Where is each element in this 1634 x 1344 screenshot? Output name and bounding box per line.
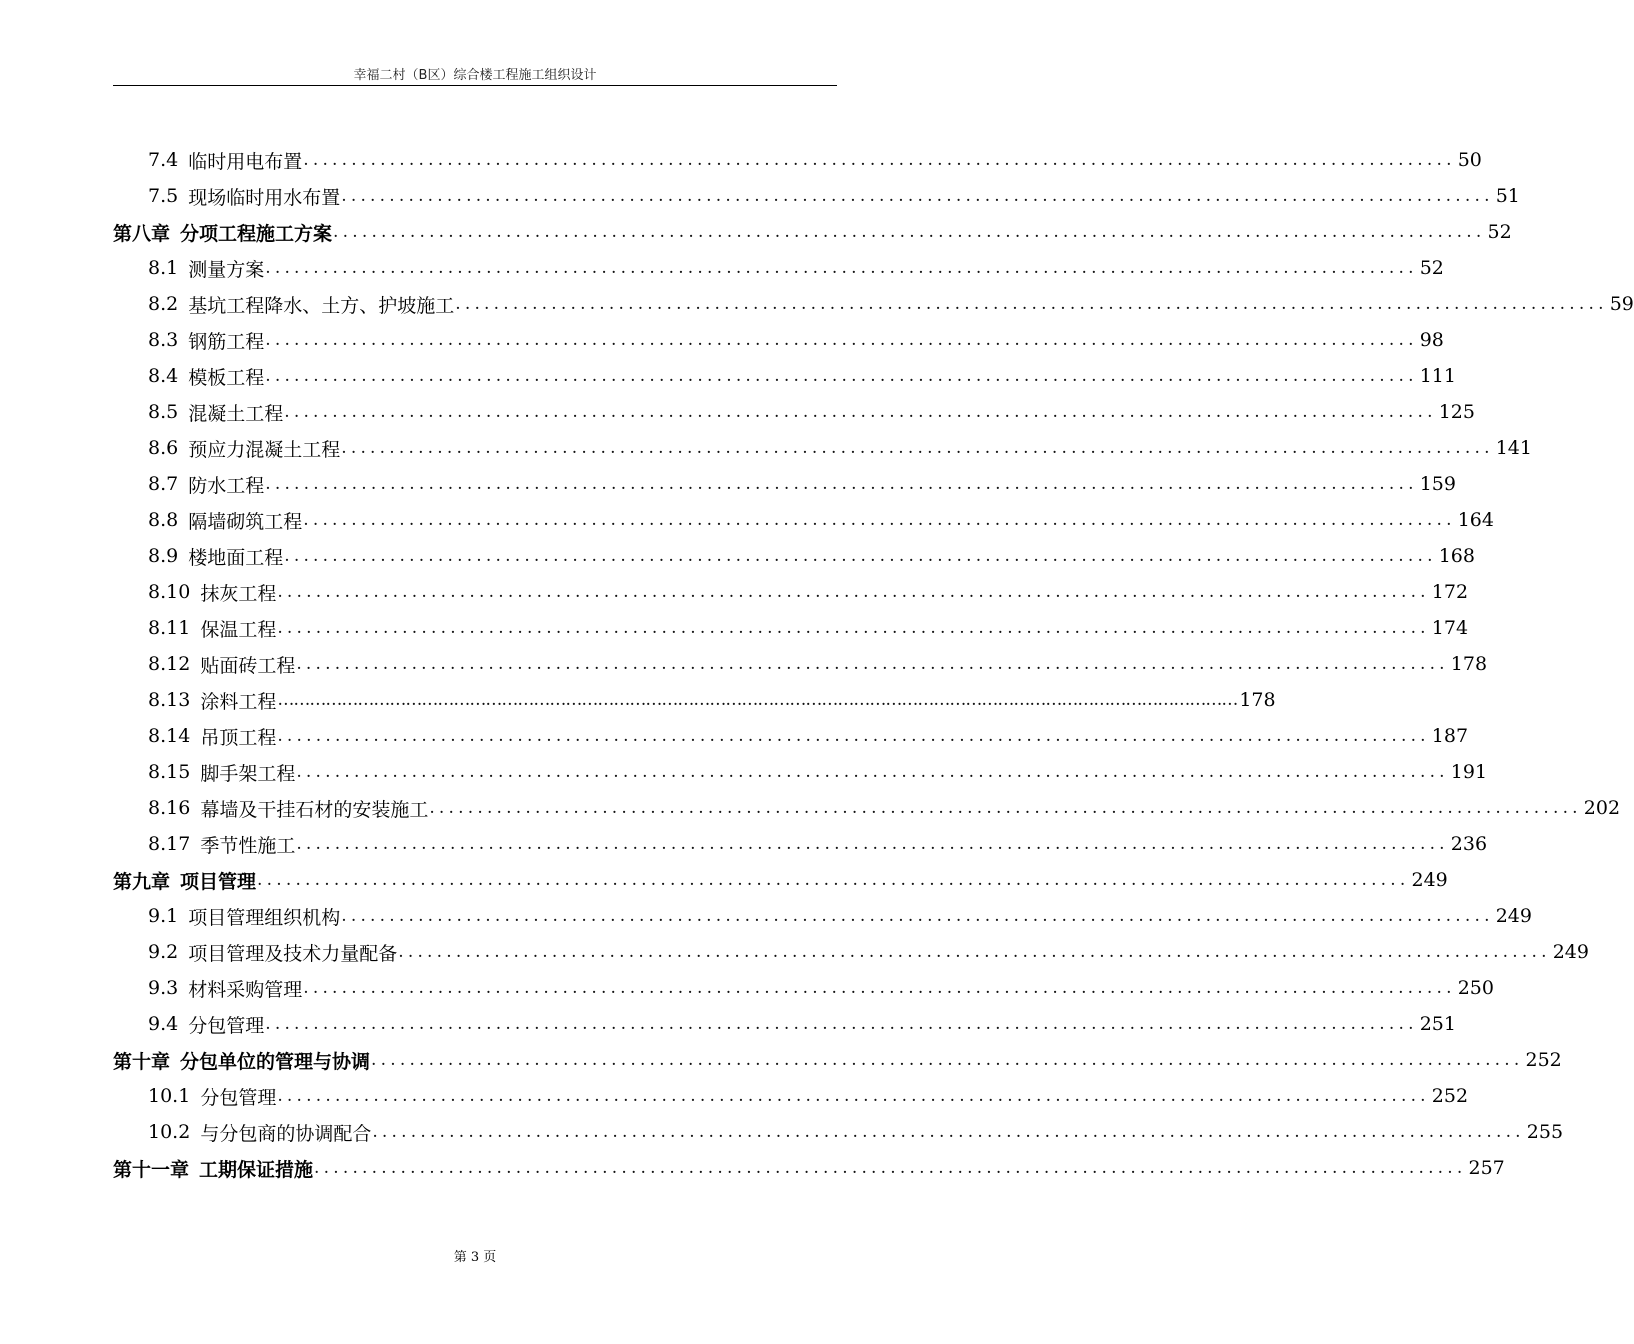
toc-dot-leader: ........................................................................................................................ (265, 258, 1418, 278)
toc-entry-page-number: 252 (1525, 1049, 1562, 1071)
toc-dot-leader: ........................................................................................................................ (277, 1086, 1430, 1106)
toc-section-entry[interactable] (148, 826, 1488, 862)
toc-entry-page-number: 257 (1468, 1157, 1505, 1179)
toc-entry-title: 钢筋工程 (188, 330, 265, 353)
toc-dot-leader: ........................................................................................................................ (341, 186, 1494, 206)
toc-entry-number: 9.1 (148, 905, 179, 927)
toc-entry-number: 第九章 (113, 870, 171, 893)
toc-entry-page-number: 172 (1431, 581, 1469, 603)
toc-entry-page-number: 250 (1457, 977, 1494, 999)
toc-dot-leader: ........................................................................................................................ (277, 618, 1430, 638)
toc-entry-number: 8.12 (148, 653, 191, 675)
toc-entry-title: 涂料工程 (200, 690, 277, 713)
toc-entry-number: 第八章 (113, 222, 171, 245)
toc-section-entry[interactable] (148, 358, 1456, 394)
toc-entry-title: 现场临时用水布置 (188, 186, 341, 209)
toc-dot-leader: ........................................................................................................................ (265, 1014, 1418, 1034)
toc-entry-number: 9.3 (148, 977, 179, 999)
toc-entry-number: 10.1 (148, 1085, 191, 1107)
toc-section-entry[interactable] (148, 898, 1532, 934)
toc-entry-title: 脚手架工程 (200, 762, 296, 785)
toc-entry-title: 隔墙砌筑工程 (188, 510, 303, 533)
toc-entry-number: 8.9 (148, 545, 179, 567)
toc-dot-leader: ........................................................................................................................ (257, 870, 1410, 890)
toc-entry-page-number: 174 (1431, 617, 1469, 639)
toc-entry-page-number: 111 (1419, 365, 1456, 387)
toc-dot-leader: ........................................................................................................................ (284, 402, 1437, 422)
toc-dot-leader: ........................................................................................................................ (341, 906, 1494, 926)
toc-entry-page-number: 251 (1419, 1013, 1456, 1035)
toc-entry-title: 模板工程 (188, 366, 265, 389)
toc-dot-leader: ........................................................................................................................ (265, 474, 1418, 494)
toc-dot-leader: ........................................................................................................................ (296, 834, 1449, 854)
toc-entry-page-number: 202 (1583, 797, 1621, 819)
toc-section-entry[interactable] (148, 394, 1475, 430)
toc-entry-number: 8.1 (148, 257, 179, 279)
toc-dot-leader: ........................................................................................................................ (314, 1158, 1467, 1178)
toc-entry-title: 材料采购管理 (188, 978, 303, 1001)
toc-entry-number: 9.4 (148, 1013, 179, 1035)
toc-entry-title: 保温工程 (200, 618, 277, 641)
toc-entry-title: 吊顶工程 (200, 726, 277, 749)
toc-entry-title: 项目管理组织机构 (188, 906, 341, 929)
toc-section-entry[interactable] (148, 466, 1456, 502)
toc-section-entry[interactable] (148, 538, 1475, 574)
toc-dot-leader: ........................................................................................................................ (265, 330, 1418, 350)
toc-entry-title: 与分包商的协调配合 (200, 1122, 372, 1145)
toc-entry-title: 分包管理 (188, 1014, 265, 1037)
toc-chapter-entry[interactable] (113, 1150, 1505, 1186)
toc-entry-page-number: 159 (1419, 473, 1456, 495)
toc-section-entry[interactable] (148, 1078, 1469, 1114)
toc-entry-number: 8.5 (148, 401, 179, 423)
toc-entry-number: 8.7 (148, 473, 179, 495)
toc-entry-number: 8.15 (148, 761, 191, 783)
toc-entry-number: 8.17 (148, 833, 191, 855)
toc-dot-leader: ........................................................................................................................ (455, 294, 1608, 314)
toc-dot-leader: ........................................................................................................................ (398, 942, 1551, 962)
toc-entry-number: 7.5 (148, 185, 179, 207)
toc-entry-title: 工期保证措施 (199, 1158, 314, 1181)
toc-section-entry[interactable] (148, 934, 1589, 970)
toc-entry-title: 幕墙及干挂石材的安装施工 (200, 798, 429, 821)
toc-entry-page-number: 50 (1457, 149, 1482, 171)
toc-dot-leader: ........................................................................................................................ (296, 654, 1449, 674)
toc-entry-page-number: 191 (1450, 761, 1488, 783)
toc-dot-leader: ........................................................................................................................ (284, 546, 1437, 566)
toc-dot-leader: ……………………………………………………………………………………………………………………………………………………………… (277, 690, 1238, 710)
toc-entry-number: 8.8 (148, 509, 179, 531)
toc-entry-page-number: 51 (1495, 185, 1520, 207)
toc-section-entry[interactable] (148, 1114, 1564, 1150)
toc-entry-number: 8.2 (148, 293, 179, 315)
toc-chapter-entry[interactable] (113, 1042, 1562, 1078)
toc-section-entry[interactable] (148, 322, 1444, 358)
toc-entry-title: 分包单位的管理与协调 (180, 1050, 371, 1073)
toc-entry-title: 预应力混凝土工程 (188, 438, 341, 461)
toc-dot-leader: ........................................................................................................................ (371, 1050, 1524, 1070)
toc-entry-number: 7.4 (148, 149, 179, 171)
toc-section-entry[interactable] (148, 574, 1469, 610)
toc-chapter-entry[interactable] (113, 214, 1512, 250)
toc-entry-title: 季节性施工 (200, 834, 296, 857)
toc-dot-leader: ........................................................................................................................ (303, 978, 1456, 998)
toc-entry-title: 混凝土工程 (188, 402, 284, 425)
toc-entry-number: 8.16 (148, 797, 191, 819)
toc-entry-page-number: 255 (1526, 1121, 1564, 1143)
toc-entry-title: 防水工程 (188, 474, 265, 497)
toc-section-entry[interactable] (148, 970, 1494, 1006)
toc-entry-number: 8.14 (148, 725, 191, 747)
toc-entry-title: 贴面砖工程 (200, 654, 296, 677)
toc-entry-page-number: 52 (1419, 257, 1444, 279)
toc-entry-title: 楼地面工程 (188, 546, 284, 569)
toc-entry-number: 8.13 (148, 689, 191, 711)
toc-entry-page-number: 236 (1450, 833, 1488, 855)
toc-entry-page-number: 249 (1552, 941, 1589, 963)
toc-entry-title: 项目管理及技术力量配备 (188, 942, 398, 965)
toc-section-entry[interactable] (148, 682, 1276, 718)
toc-entry-title: 项目管理 (180, 870, 257, 893)
toc-section-entry[interactable] (148, 646, 1488, 682)
toc-entry-page-number: 178 (1450, 653, 1488, 675)
toc-chapter-entry[interactable] (113, 862, 1448, 898)
toc-entry-number: 9.2 (148, 941, 179, 963)
toc-entry-number: 第十章 (113, 1050, 171, 1073)
toc-section-entry[interactable] (148, 1006, 1456, 1042)
toc-section-entry[interactable] (148, 250, 1444, 286)
toc-section-entry[interactable] (148, 286, 1634, 322)
toc-entry-page-number: 125 (1438, 401, 1475, 423)
toc-entry-title: 分包管理 (200, 1086, 277, 1109)
toc-entry-title: 基坑工程降水、土方、护坡施工 (188, 294, 455, 317)
toc-dot-leader: ........................................................................................................................ (372, 1122, 1525, 1142)
toc-entry-page-number: 164 (1457, 509, 1494, 531)
toc-dot-leader: ........................................................................................................................ (303, 510, 1456, 530)
toc-entry-number: 8.11 (148, 617, 191, 639)
toc-entry-page-number: 168 (1438, 545, 1475, 567)
header-divider (113, 85, 837, 86)
toc-entry-number: 8.4 (148, 365, 179, 387)
toc-entry-page-number: 141 (1495, 437, 1532, 459)
toc-dot-leader: ........................................................................................................................ (277, 726, 1430, 746)
toc-dot-leader: ........................................................................................................................ (341, 438, 1494, 458)
toc-entry-page-number: 249 (1411, 869, 1448, 891)
toc-dot-leader: ........................................................................................................................ (296, 762, 1449, 782)
toc-entry-number: 第十一章 (113, 1158, 190, 1181)
toc-entry-title: 临时用电布置 (188, 150, 303, 173)
page-header-title: 幸福二村（B区）综合楼工程施工组织设计 (353, 68, 597, 83)
toc-entry-title: 分项工程施工方案 (180, 222, 333, 245)
toc-section-entry[interactable] (148, 610, 1469, 646)
toc-dot-leader: ........................................................................................................................ (429, 798, 1582, 818)
toc-entry-page-number: 187 (1431, 725, 1469, 747)
toc-section-entry[interactable] (148, 502, 1494, 538)
toc-entry-page-number: 98 (1419, 329, 1444, 351)
toc-entry-page-number: 178 (1239, 689, 1276, 711)
toc-dot-leader: ........................................................................................................................ (277, 582, 1430, 602)
toc-entry-page-number: 59 (1609, 293, 1634, 315)
toc-section-entry[interactable] (148, 178, 1520, 214)
toc-entry-title: 测量方案 (188, 258, 265, 281)
toc-entry-page-number: 52 (1487, 221, 1512, 243)
toc-entry-page-number: 249 (1495, 905, 1532, 927)
toc-section-entry[interactable] (148, 754, 1488, 790)
toc-entry-number: 8.6 (148, 437, 179, 459)
toc-entry-number: 8.3 (148, 329, 179, 351)
toc-section-entry[interactable] (148, 718, 1469, 754)
toc-section-entry[interactable] (148, 142, 1482, 178)
toc-dot-leader: ........................................................................................................................ (303, 150, 1456, 170)
toc-entry-number: 8.10 (148, 581, 191, 603)
toc-entry-title: 抹灰工程 (200, 582, 277, 605)
page-footer-number: 第 3 页 (453, 1250, 497, 1265)
toc-section-entry[interactable] (148, 790, 1621, 826)
toc-entry-number: 10.2 (148, 1121, 191, 1143)
toc-dot-leader: ........................................................................................................................ (265, 366, 1418, 386)
toc-section-entry[interactable] (148, 430, 1532, 466)
toc-dot-leader: ........................................................................................................................ (333, 222, 1486, 242)
toc-entry-page-number: 252 (1431, 1085, 1469, 1107)
